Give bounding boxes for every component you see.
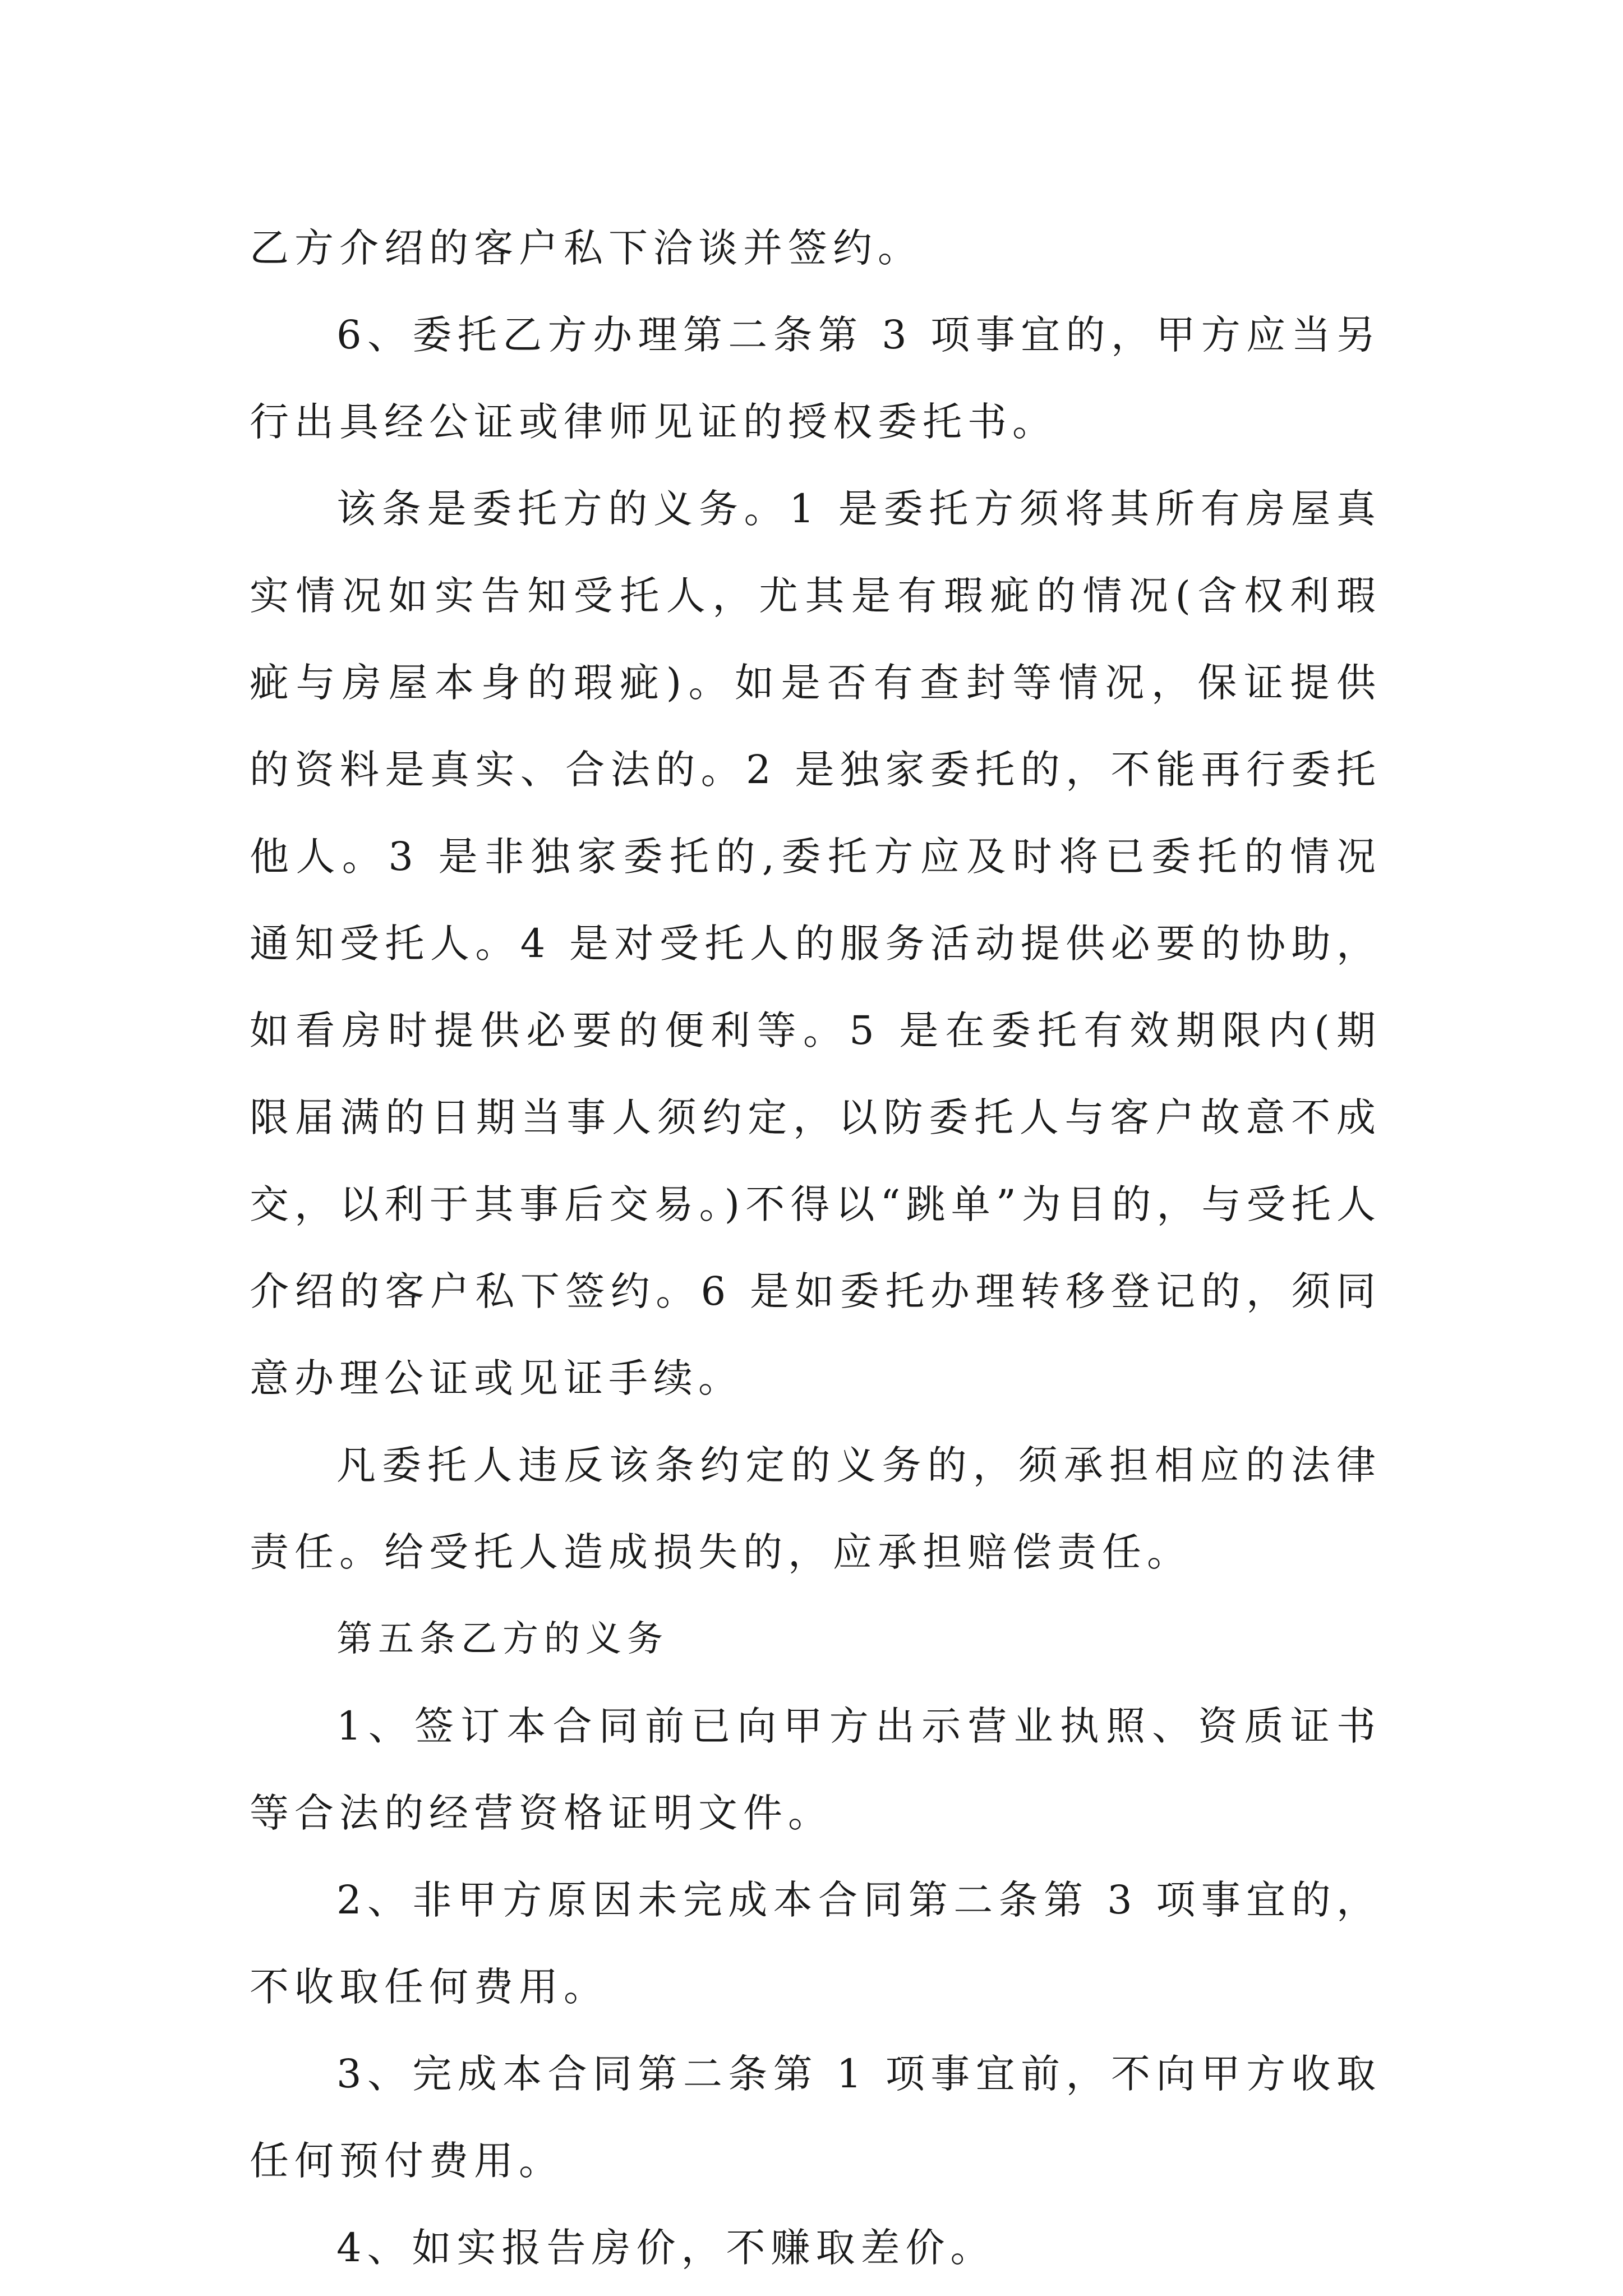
section-heading-article-5: 第五条乙方的义务 xyxy=(336,1618,668,1660)
paragraph-item-6: 6、委托乙方办理第二条第 3 项事宜的，甲方应当另行出具经公证或律师见证的授权委托书。 xyxy=(250,312,1381,445)
paragraph-duty-2: 2、非甲方原因未完成本合同第二条第 3 项事宜的，不收取任何费用。 xyxy=(250,1877,1381,2010)
document-body xyxy=(250,205,1381,2292)
paragraph-duty-3: 3、完成本合同第二条第 1 项事宜前，不向甲方收取任何预付费用。 xyxy=(250,2051,1381,2184)
paragraph-continuation: 乙方介绍的客户私下洽谈并签约。 xyxy=(250,225,923,271)
paragraph-liability: 凡委托人违反该条约定的义务的，须承担相应的法律责任。给受托人造成损失的，应承担赔偿责任。 xyxy=(250,1442,1381,1575)
paragraph-duty-4: 4、如实报告房价，不赚取差价。 xyxy=(336,2225,995,2271)
paragraph-explanation: 该条是委托方的义务。1 是委托方须将其所有房屋真实情况如实告知受托人，尤其是有瑕疵的情况(含权利瑕疵与房屋本身的瑕疵)。如是否有查封等情况，保证提供的资料是真实、合法的。2 是独家委托的，不能再行委托他人。3 是非独家委托的,委托方应及时将已委托的情况通知受托人。4 是对受托人的服务活动提供必要的协助，如看房时提供必要的便利等。5 是在委托有效期限内(期限届满的日期当事人须约定，以防委托人与客户故意不成交，以利于其事后交易。)不得以“跳单”为目的，与受托人介绍的客户私下签约。6 是如委托办理转移登记的，须同意办理公证或见证手续。 xyxy=(250,486,1381,1401)
paragraph-duty-1: 1、签订本合同前已向甲方出示营业执照、资质证书等合法的经营资格证明文件。 xyxy=(250,1703,1381,1836)
